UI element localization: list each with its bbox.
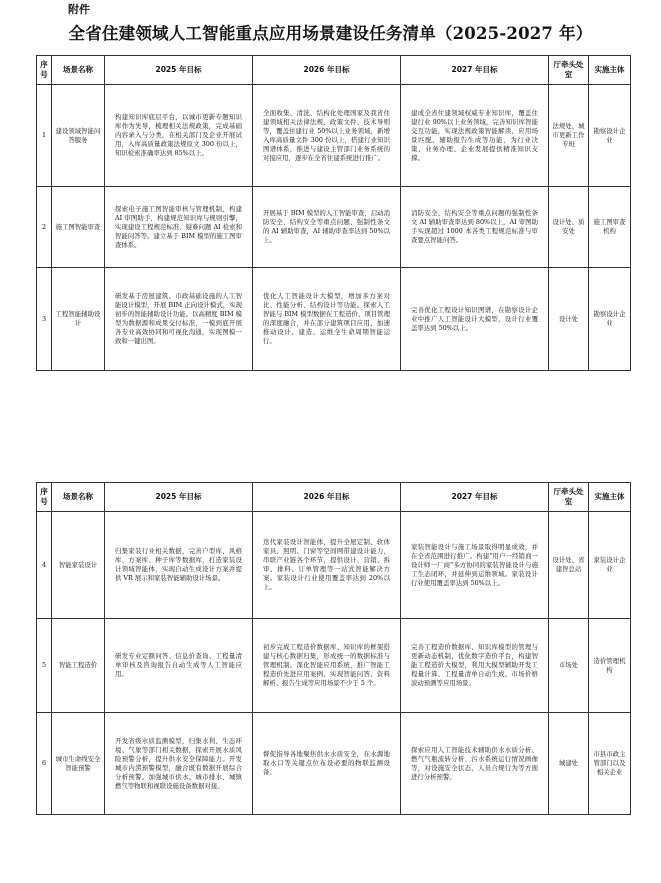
table-header-row (37, 56, 631, 85)
annex-label: 附件 (68, 3, 90, 16)
table-row (37, 268, 631, 371)
header-name: 场景名称 (52, 483, 105, 512)
row-lead: 城建处 (549, 713, 589, 815)
header-impl: 实施主体 (589, 483, 631, 512)
header-2027: 2027 年目标 (401, 56, 549, 85)
row-lead: 设计处、省建智总站 (549, 512, 589, 619)
header-2025: 2025 年目标 (105, 483, 253, 512)
table-row (37, 85, 631, 187)
header-lead: 厅牵头处室 (549, 483, 589, 512)
row-goal-2026: 全面收集、清洗、结构化处理国家及我省住建领域相关法律法规、政策文件、技术导则等，覆盖住建行业 50%以上业务领域，新增入库高质量文件 300 份以上，搭建行业知识图谱体系，推进与建设主管部门业务系统的对接应用，逐步在全省住建系统进行推广。 (253, 85, 401, 187)
header-2026: 2026 年目标 (253, 483, 401, 512)
row-goal-2026: 迭代家装设计智能体，提升全屋定制、软体家具、照明、门窗等空间网带建设计能力，串联产业链各个环节，提供设计、营销、拆审、排料、订单管理等一站式智能解决方案。家装设计行业使用覆盖率达到 20%以上。 (253, 512, 401, 619)
row-goal-2026: 初步完成工程造价数据库、知识库的框架搭建与核心数据归集，形成统一的数据标准与管理机制。深化智能应用系统，推广智能工程造价先进应用案例，实现智能问答、资料解析、报告生成等应用场景不少于 5 个。 (253, 619, 401, 713)
row-num: 6 (37, 713, 52, 815)
table-row (37, 619, 631, 713)
row-impl: 施工图审查机构 (589, 187, 631, 268)
row-goal-2025: 归集家装行业相关数据，完善户型库、风格库、方案库、种子库等数据库，打造家装设计领域智能体，实现自动生成设计方案并提供 VR 展示和家装智能辅助设计场景。 (105, 512, 253, 619)
row-goal-2027: 完善优化工程设计知识图谱，在勘察设计企业中推广人工智能设计大模型，设计行业覆盖率达到 50%以上。 (401, 268, 549, 371)
row-name: 城市生命线安全智能预警 (52, 713, 105, 815)
row-goal-2025: 构建知识库底层平台，以城市更新专题知识库作为先导，梳理相关法规政策，完成基础内容录入与分类，在相关部门及企业开展试用，入库高质量政策法规原文 300 份以上，知识检索准确率达到 85%以上。 (105, 85, 253, 187)
row-goal-2026: 督促指导各地聚焦供水水质安全，在水源地取水口等关键点位布设必要的物联监测设备。 (253, 713, 401, 815)
row-impl: 勘察设计企业 (589, 268, 631, 371)
row-num: 5 (37, 619, 52, 713)
row-name: 智能工程造价 (52, 619, 105, 713)
row-goal-2026: 优化人工智能设计大模型，增加多方案对比、性能分析、结构设计等功能。探索人工智能与 BIM 模型数据在工程造价、项目管理的深度融合，并在部分建筑项目应用，加速推动设计、建造、运维全生命周期智能运行。 (253, 268, 401, 371)
row-impl: 市县市政主管部门以及相关企业 (589, 713, 631, 815)
row-num: 1 (37, 85, 52, 187)
task-table-page-1 (36, 55, 631, 371)
row-name: 智能家装设计 (52, 512, 105, 619)
header-2025: 2025 年目标 (105, 56, 253, 85)
row-goal-2025: 研发基于房屋建筑、市政基础设施的人工智能设计模型，开展 BIM 正向设计模式，实现初步的智能辅助设计功能。以高精度 BIM 模型为数据源和成果交付标准，一模到底开展各专业高效协同和可视化沟通，实现图模一致和一键出图。 (105, 268, 253, 371)
row-goal-2027: 探索应用人工智能技术辅助供水水质分析、燃气气瓶流转分析、污水系统运行情况画像等，对设施安全状态、人员合规行为等方面进行分析预警。 (401, 713, 549, 815)
row-impl: 勘察设计企业 (589, 85, 631, 187)
row-name: 施工图智能审查 (52, 187, 105, 268)
row-num: 2 (37, 187, 52, 268)
row-name: 工程智能辅助设计 (52, 268, 105, 371)
row-goal-2025: 研发专业定额问答、信息价查询、工程量清单审核及咨询报告自动生成等人工智能应用。 (105, 619, 253, 713)
task-table-page-2 (36, 482, 631, 815)
row-lead: 设计处、质安处 (549, 187, 589, 268)
row-goal-2027: 消防安全、结构安全等重点问题的强制性条文 AI 辅助审查率达到 80%以上，AI 审图助手实现超过 1000 本各类工程规范标准与审查要点智能问答。 (401, 187, 549, 268)
table-row (37, 512, 631, 619)
row-goal-2027: 建成全省住建领域权威专业知识库，覆盖住建行业 90%以上业务领域，完善知识库智能交互功能，实现法规政策智能解读、应用场景匹配、辅助报告生成等功能，为行业决策、业务办理、企业发展提供精准知识支撑。 (401, 85, 549, 187)
header-impl: 实施主体 (589, 56, 631, 85)
row-goal-2026: 开展基于 BIM 模型的人工智能审查，启动消防安全、结构安全等重点问题、强制性条文的 AI 辅助审查，AI 辅助审查率达到 50%以上。 (253, 187, 401, 268)
row-num: 3 (37, 268, 52, 371)
row-goal-2025: 探索电子施工图智能审核与管理机制，构建 AI 审图助手，构建规范知识库与规则引擎，实现建设工程规范标准、疑难问题 AI 检索和智能问答等。建立基于 BIM 模型的施工图审查体系。 (105, 187, 253, 268)
header-num: 序号 (37, 483, 52, 512)
header-2027: 2027 年目标 (401, 483, 549, 512)
table-row (37, 713, 631, 815)
table-header-row (37, 483, 631, 512)
row-goal-2027: 完善工程造价数据库、知识库模型的管理与更新动态机制，优化数字造价平台，构建智能工程造价大模型，利用大模型辅助开发工程量计算、工程量清单自动生成、市场价格波动预测等应用场景。 (401, 619, 549, 713)
row-lead: 设计处 (549, 268, 589, 371)
document-title: 全省住建领域人工智能重点应用场景建设任务清单（2025-2027 年） (68, 24, 593, 43)
header-lead: 厅牵头处室 (549, 56, 589, 85)
row-name: 建设领域智能问答服务 (52, 85, 105, 187)
header-num: 序号 (37, 56, 52, 85)
table-row (37, 187, 631, 268)
header-2026: 2026 年目标 (253, 56, 401, 85)
header-name: 场景名称 (52, 56, 105, 85)
row-num: 4 (37, 512, 52, 619)
row-goal-2025: 开发省级水质监测模型，归集水利、生态环境、气象等部门相关数据，探索开展水质风险预警分析，提升供水安全保障能力。开发城市内涝预警模型，融合既有数据开展综合分析预警。加强城市供水、城市排水、城镇燃气等物联和视联设施设备数据对接。 (105, 713, 253, 815)
row-lead: 市场处 (549, 619, 589, 713)
row-goal-2027: 家装智能设计与施工场景取得明显成效，并在全省范围进行推广。构建"用户一经销商一设计师一厂商"多方协同的家装智能设计与施工生态闭环，并延伸到运维领域。家装设计行业使用覆盖率达到 50%以上。 (401, 512, 549, 619)
row-impl: 造价管理机构 (589, 619, 631, 713)
row-impl: 家装设计企业 (589, 512, 631, 619)
row-lead: 法规处、城市更新工作专班 (549, 85, 589, 187)
